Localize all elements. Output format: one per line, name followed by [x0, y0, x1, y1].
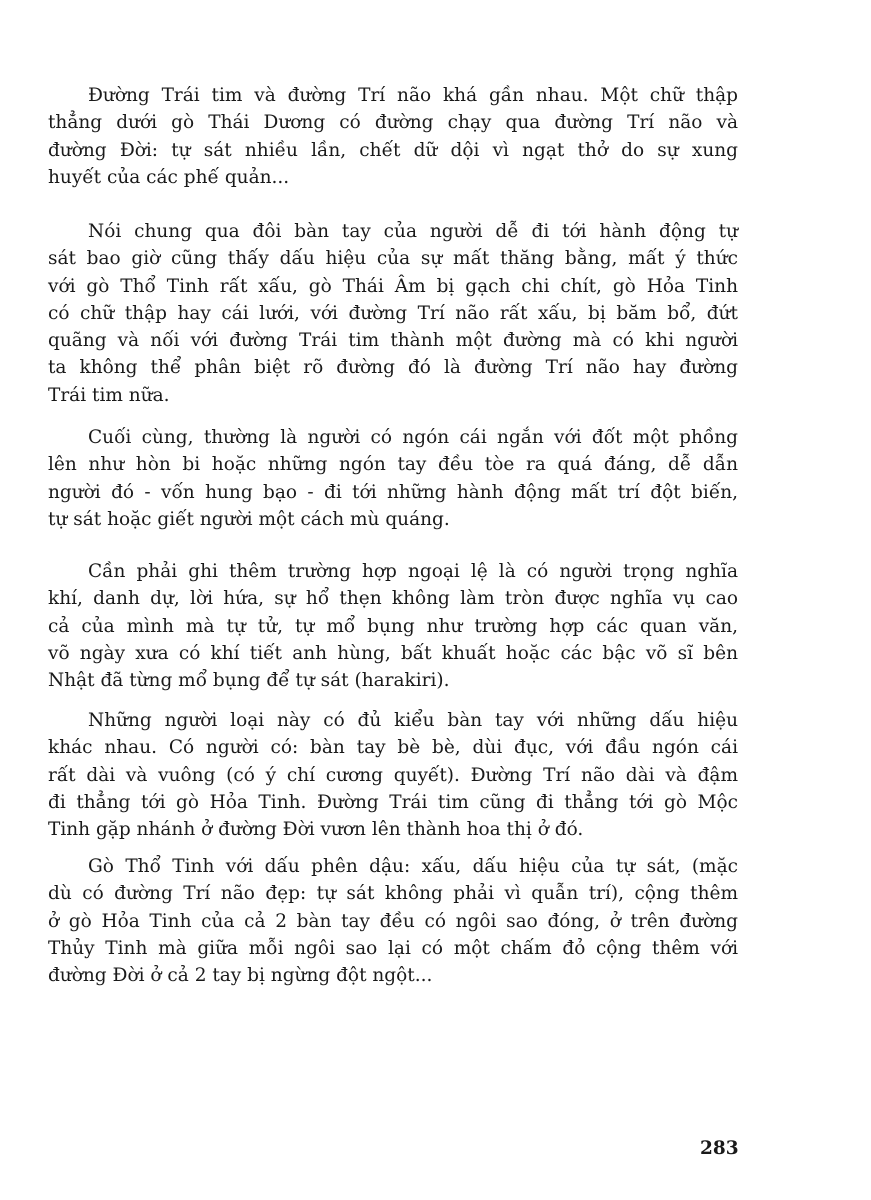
text-line: ở gò Hỏa Tinh của cả 2 bàn tay đều có ngôi sao đóng, ở trên đường: [48, 910, 738, 932]
text-line: rất dài và vuông (có ý chí cương quyết). Đường Trí não dài và đậm: [48, 764, 738, 786]
text-line: Những người loại này có đủ kiểu bàn tay với những dấu hiệu: [88, 710, 738, 731]
text-line: dù có đường Trí não đẹp: tự sát không phải vì quẫn trí), cộng thêm: [48, 883, 738, 905]
text-line: lên như hòn bi hoặc những ngón tay đều tòe ra quá đáng, dễ dẫn: [48, 454, 738, 476]
text-line: Gò Thổ Tinh với dấu phên dậu: xấu, dấu hiệu của tự sát, (mặc: [88, 856, 738, 877]
text-line: khí, danh dự, lời hứa, sự hổ thẹn không làm tròn được nghĩa vụ cao: [48, 588, 738, 610]
text-line: võ ngày xưa có khí tiết anh hùng, bất khuất hoặc các bậc võ sĩ bên: [48, 642, 738, 664]
text-line: người đó - vốn hung bạo - đi tới những hành động mất trí đột biến,: [48, 481, 738, 503]
paragraph-6: [48, 853, 738, 989]
text-line: Nhật đã từng mổ bụng để tự sát (harakiri).: [48, 670, 450, 692]
text-line: Tinh gặp nhánh ở đường Đời vươn lên thành hoa thị ở đó.: [48, 819, 584, 841]
paragraph-5: [48, 707, 738, 843]
paragraph-2: [48, 218, 738, 409]
text-line: ta không thể phân biệt rõ đường đó là đường Trí não hay đường: [48, 357, 738, 379]
text-line: Đường Trái tim và đường Trí não khá gần nhau. Một chữ thập: [88, 85, 738, 106]
text-line: đi thẳng tới gò Hỏa Tinh. Đường Trái tim cũng đi thẳng tới gò Mộc: [48, 791, 738, 813]
text-line: quãng và nối với đường Trái tim thành một đường mà có khi người: [48, 330, 738, 352]
text-line: có chữ thập hay cái lưới, với đường Trí não rất xấu, bị băm bổ, đứt: [48, 302, 738, 324]
text-line: Thủy Tinh mà giữa mỗi ngôi sao lại có một chấm đỏ cộng thêm với: [48, 937, 738, 959]
text-line: cả của mình mà tự tử, tự mổ bụng như trường hợp các quan văn,: [48, 615, 738, 637]
text-line: thẳng dưới gò Thái Dương có đường chạy qua đường Trí não và: [48, 112, 738, 134]
text-line: sát bao giờ cũng thấy dấu hiệu của sự mất thăng bằng, mất ý thức: [48, 248, 738, 270]
paragraph-1: [48, 82, 738, 191]
text-line: đường Đời ở cả 2 tay bị ngừng đột ngột...: [48, 965, 433, 987]
text-line: đường Đời: tự sát nhiều lần, chết dữ dội vì ngạt thở do sự xung: [48, 139, 738, 161]
text-line: Cuối cùng, thường là người có ngón cái ngắn với đốt một phồng: [88, 427, 738, 448]
text-line: với gò Thổ Tinh rất xấu, gò Thái Âm bị gạch chi chít, gò Hỏa Tinh: [48, 275, 738, 297]
text-line: khác nhau. Có người có: bàn tay bè bè, dùi đục, với đầu ngón cái: [48, 737, 738, 759]
text-line: huyết của các phế quản...: [48, 166, 290, 188]
paragraph-3: [48, 424, 738, 533]
text-line: Trái tim nữa.: [48, 384, 170, 406]
text-line: Cần phải ghi thêm trường hợp ngoại lệ là có người trọng nghĩa: [88, 561, 738, 582]
page-number: 283: [700, 1138, 739, 1159]
paragraph-4: [48, 558, 738, 694]
text-line: tự sát hoặc giết người một cách mù quáng.: [48, 508, 450, 530]
text-line: Nói chung qua đôi bàn tay của người dễ đi tới hành động tự: [88, 221, 738, 242]
